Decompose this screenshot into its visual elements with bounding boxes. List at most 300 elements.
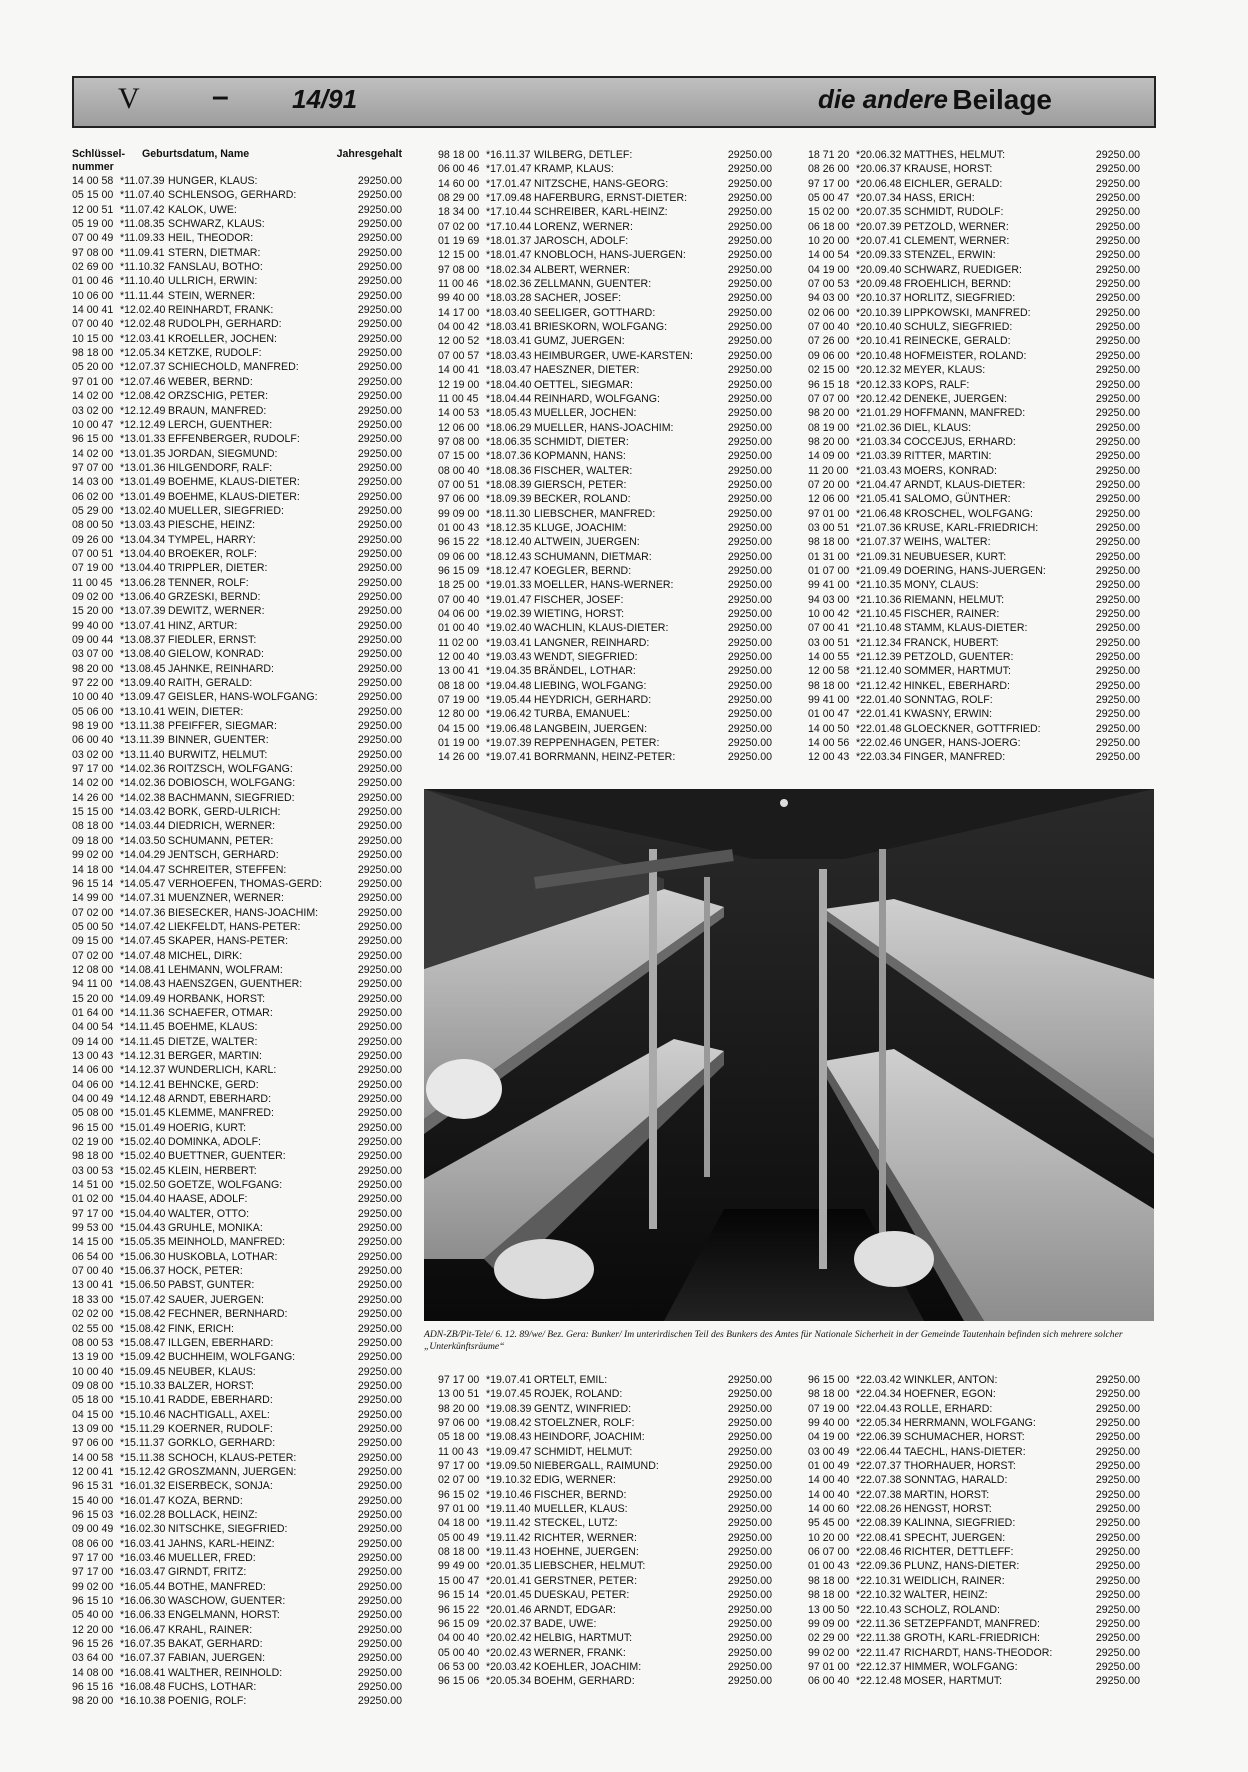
employee-name: HASS, ERICH: [904,192,975,205]
employee-name: DOMINKA, ADOLF: [168,1136,262,1149]
annual-salary: 29250.00 [727,1460,772,1473]
birth-date: *22.02.46 [856,737,902,750]
annual-salary: 29250.00 [727,392,772,405]
birth-date: *18.09.39 [486,493,532,506]
salary-entry [438,593,772,607]
employee-name: SCHMIDT, DIETER: [534,435,629,448]
salary-entry [72,346,402,360]
birth-date: *21.01.29 [856,407,902,420]
employee-name: ARNDT, KLAUS-DIETER: [904,478,1026,491]
salary-entry [808,406,1140,420]
salary-entry [808,378,1140,392]
employee-name: BACHMANN, SIEGFRIED: [168,791,295,804]
employee-name: TYMPEL, HARRY: [168,533,256,546]
annual-salary: 29250.00 [357,1107,402,1120]
employee-name: BAKAT, GERHARD: [168,1638,263,1651]
key-number: 03 02 00 [72,748,114,761]
key-number: 07 02 00 [438,220,480,233]
annual-salary: 29250.00 [1095,392,1140,405]
salary-entry [438,1588,772,1602]
employee-name: BORK, GERD-ULRICH: [168,806,281,819]
key-number: 05 20 00 [72,361,114,374]
annual-salary: 29250.00 [357,562,402,575]
employee-name: WILBERG, DETLEF: [534,149,633,161]
employee-name: KALOK, UWE: [168,203,237,216]
employee-name: SCHWARZ, KLAUS: [168,218,265,231]
employee-name: TURBA, EMANUEL: [534,708,630,721]
birth-date: *21.12.40 [856,665,902,678]
birth-date: *22.06.39 [856,1431,902,1444]
salary-entry [72,1106,402,1120]
salary-entry [72,1494,402,1508]
salary-entry [72,1049,402,1063]
birth-date: *19.01.33 [486,579,532,592]
salary-entry [808,248,1140,262]
employee-name: WERNER, FRANK: [534,1646,626,1659]
annual-salary: 29250.00 [357,1293,402,1306]
salary-entry [438,693,772,707]
employee-name: FISCHER, JOSEF: [534,593,624,606]
key-number: 02 29 00 [808,1632,850,1645]
employee-name: GEISLER, HANS-WOLFGANG: [168,691,318,704]
birth-date: *16.11.37 [486,149,531,161]
key-number: 01 00 46 [72,275,114,288]
employee-name: ARNDT, EBERHARD: [168,1093,272,1105]
annual-salary: 29250.00 [357,1508,402,1521]
key-number: 14 99 00 [72,892,114,905]
salary-entry [438,1574,772,1588]
key-number: 12 00 52 [438,335,480,348]
annual-salary: 29250.00 [727,751,772,764]
birth-date: *14.08.41 [120,963,166,976]
birth-date: *19.11.40 [486,1503,531,1516]
key-number: 09 00 44 [72,634,114,646]
key-number: 11 20 00 [808,464,849,477]
salary-entry [808,679,1140,693]
birth-date: *18.12.40 [486,536,532,549]
salary-entry [808,306,1140,320]
key-number: 07 02 00 [72,906,114,919]
key-number: 04 00 40 [438,1632,480,1645]
key-number: 96 15 02 [438,1488,480,1501]
employee-name: GROSZMANN, JUERGEN: [168,1465,297,1478]
birth-date: *18.02.34 [486,263,532,276]
birth-date: *13.10.41 [120,705,166,718]
annual-salary: 29250.00 [727,1388,772,1401]
salary-entry [72,949,402,963]
salary-entry [72,217,402,231]
salary-entry [438,1473,772,1487]
key-number: 99 02 00 [72,1580,114,1593]
annual-salary: 29250.00 [357,1394,402,1407]
salary-entry [72,1379,402,1393]
employee-name: HUNGER, KLAUS: [168,175,258,187]
birth-date: *21.12.42 [856,679,902,692]
birth-date: *19.10.32 [486,1474,532,1487]
employee-name: SALOMO, GÜNTHER: [904,493,1011,506]
birth-date: *12.07.46 [120,375,166,388]
annual-salary: 29250.00 [727,521,772,534]
employee-name: FINGER, MANFRED: [904,751,1006,764]
annual-salary: 29250.00 [357,547,402,560]
key-number: 07 07 00 [808,392,850,405]
birth-date: *14.04.47 [120,863,166,876]
employee-name: WUNDERLICH, KARL: [168,1064,277,1077]
annual-salary: 29250.00 [357,1379,402,1392]
annual-salary: 29250.00 [357,1480,402,1493]
birth-date: *18.03.41 [486,321,532,334]
salary-entry [72,1307,402,1321]
key-number: 03 64 00 [72,1652,114,1665]
annual-salary: 29250.00 [727,249,772,262]
employee-name: WENDT, SIEGFRIED: [534,651,638,664]
salary-entry [438,607,772,621]
employee-name: GRUHLE, MONIKA: [168,1222,263,1235]
birth-date: *22.04.34 [856,1388,902,1401]
employee-name: BOEHM, GERHARD: [534,1675,635,1688]
salary-entry [808,1473,1140,1487]
annual-salary: 29250.00 [357,347,402,360]
birth-date: *11.09.33 [120,232,165,245]
salary-entry [72,1608,402,1622]
employee-name: SAUER, JUERGEN: [168,1293,264,1306]
employee-name: EFFENBERGER, RUDOLF: [168,433,300,446]
key-number: 98 20 00 [808,435,850,448]
annual-salary: 29250.00 [357,992,402,1005]
key-number: 12 08 00 [72,963,114,976]
annual-salary: 29250.00 [727,1488,772,1501]
annual-salary: 29250.00 [357,1623,402,1636]
key-number: 14 00 60 [808,1503,850,1516]
birth-date: *20.10.40 [856,321,902,334]
key-number: 07 00 41 [808,622,850,635]
employee-name: SCHAEFER, OTMAR: [168,1006,273,1019]
employee-name: MICHEL, DIRK: [168,949,243,962]
key-number: 05 15 00 [72,189,114,202]
key-number: 99 49 00 [438,1560,480,1573]
annual-salary: 29250.00 [357,920,402,933]
birth-date: *22.01.40 [856,694,902,707]
annual-salary: 29250.00 [727,364,772,377]
key-number: 06 53 00 [438,1660,480,1673]
key-number: 07 00 40 [808,321,850,334]
salary-entry [808,707,1140,721]
birth-date: *21.12.34 [856,636,902,649]
key-number: 05 18 00 [72,1394,114,1407]
employee-name: RUDOLPH, GERHARD: [168,318,282,331]
key-number: 12 19 00 [438,378,480,391]
key-number: 03 00 53 [72,1164,114,1177]
employee-name: KOERNER, RUDOLF: [168,1422,273,1435]
birth-date: *13.01.33 [120,433,166,446]
annual-salary: 29250.00 [357,1279,402,1292]
employee-name: MEYER, KLAUS: [904,364,986,377]
key-number: 99 02 00 [72,849,114,862]
employee-name: FIEDLER, ERNST: [168,634,257,646]
birth-date: *20.05.34 [486,1675,532,1688]
annual-salary: 29250.00 [1095,292,1140,305]
birth-date: *18.08.36 [486,464,532,477]
annual-salary: 29250.00 [357,1150,402,1163]
birth-date: *20.03.42 [486,1660,532,1673]
salary-entry [438,248,772,262]
annual-salary: 29250.00 [1095,278,1140,291]
employee-name: HOEFNER, EGON: [904,1388,996,1401]
key-number: 18 71 20 [808,149,850,161]
employee-name: BORRMANN, HEINZ-PETER: [534,751,676,764]
annual-salary: 29250.00 [357,261,402,274]
salary-entry [438,406,772,420]
salary-entry [72,1178,402,1192]
salary-entry [72,604,402,618]
key-number: 11 00 45 [72,576,113,589]
annual-salary: 29250.00 [357,203,402,216]
key-number: 96 15 22 [438,536,480,549]
salary-entry [72,418,402,432]
annual-salary: 29250.00 [727,407,772,420]
key-number: 97 08 00 [72,246,114,259]
salary-entry [72,1164,402,1178]
annual-salary: 29250.00 [727,306,772,319]
key-number: 12 06 00 [438,421,480,434]
salary-entry [72,934,402,948]
birth-date: *18.02.36 [486,278,532,291]
key-number: 15 20 00 [72,605,114,618]
birth-date: *13.06.40 [120,590,166,603]
annual-salary: 29250.00 [1095,478,1140,491]
salary-entry [808,1531,1140,1545]
employee-name: BUCHHEIM, WOLFGANG: [168,1351,296,1364]
employee-name: FABIAN, JUERGEN: [168,1652,266,1665]
salary-entry [72,317,402,331]
annual-salary: 29250.00 [727,263,772,276]
annual-salary: 29250.00 [727,421,772,434]
birth-date: *22.11.36 [856,1617,901,1630]
employee-name: BOLLACK, HEINZ: [168,1508,258,1521]
birth-date: *20.07.41 [856,235,902,248]
annual-salary: 29250.00 [1095,435,1140,448]
annual-salary: 29250.00 [357,877,402,890]
salary-entry [72,1651,402,1665]
employee-name: DOERING, HANS-JUERGEN: [904,564,1046,577]
employee-name: REINECKE, GERALD: [904,335,1011,348]
annual-salary: 29250.00 [357,863,402,876]
salary-entry [72,819,402,833]
birth-date: *14.11.45 [120,1021,165,1034]
annual-salary: 29250.00 [357,461,402,474]
birth-date: *15.02.40 [120,1150,166,1163]
employee-name: GROTH, KARL-FRIEDRICH: [904,1632,1040,1645]
salary-entry [72,1451,402,1465]
employee-name: NIEBERGALL, RAIMUND: [534,1460,659,1473]
birth-date: *19.04.35 [486,665,532,678]
birth-date: *15.10.33 [120,1379,166,1392]
salary-entry [438,334,772,348]
birth-date: *12.07.37 [120,361,166,374]
birth-date: *19.11.42 [486,1531,531,1544]
supplement-label: Beilage [952,84,1052,115]
birth-date: *13.08.37 [120,634,166,646]
salary-entry [72,1336,402,1350]
birth-date: *22.03.34 [856,751,902,764]
key-number: 04 06 00 [72,1078,114,1091]
annual-salary: 29250.00 [357,634,402,646]
employee-name: FECHNER, BERNHARD: [168,1308,288,1321]
birth-date: *22.10.43 [856,1603,902,1616]
salary-rows [808,148,1140,765]
salary-entry [438,1502,772,1516]
annual-salary: 29250.00 [727,708,772,721]
key-number: 98 18 00 [72,347,114,360]
employee-name: UNGER, HANS-JOERG: [904,737,1021,750]
employee-name: NEUBUESER, KURT: [904,550,1007,563]
employee-name: KWASNY, ERWIN: [904,708,993,721]
annual-salary: 29250.00 [1095,507,1140,520]
employee-name: HINZ, ARTUR: [168,619,238,632]
annual-salary: 29250.00 [357,1537,402,1550]
annual-salary: 29250.00 [357,834,402,847]
key-number: 14 02 00 [72,777,114,790]
birth-date: *22.07.37 [856,1460,902,1473]
annual-salary: 29250.00 [357,1351,402,1364]
salary-entry [72,533,402,547]
key-number: 98 18 00 [438,149,480,161]
annual-salary: 29250.00 [727,450,772,463]
employee-name: GIERSCH, PETER: [534,478,627,491]
employee-name: PFEIFFER, SIEGMAR: [168,720,277,733]
key-number: 11 00 46 [438,278,479,291]
annual-salary: 29250.00 [727,1374,772,1386]
employee-name: KRAMP, KLAUS: [534,163,614,176]
key-number: 08 26 00 [808,163,850,176]
salary-entry [808,1603,1140,1617]
annual-salary: 29250.00 [357,1121,402,1134]
employee-name: DOBIOSCH, WOLFGANG: [168,777,296,790]
key-number: 10 20 00 [808,1531,850,1544]
birth-date: *22.10.31 [856,1574,902,1587]
annual-salary: 29250.00 [1095,450,1140,463]
birth-date: *19.09.50 [486,1460,532,1473]
salary-entry [72,1078,402,1092]
birth-date: *22.08.46 [856,1546,902,1559]
key-number: 98 20 00 [808,407,850,420]
salary-entry [72,576,402,590]
birth-date: *20.06.37 [856,163,902,176]
salary-entry [438,1402,772,1416]
birth-date: *17.01.47 [486,163,532,176]
key-number: 09 26 00 [72,533,114,546]
annual-salary: 29250.00 [357,390,402,403]
birth-date: *19.08.39 [486,1402,532,1415]
employee-name: PABST, GUNTER: [168,1279,255,1292]
annual-salary: 29250.00 [357,289,402,302]
salary-entry [808,693,1140,707]
annual-salary: 29250.00 [357,1523,402,1536]
birth-date: *15.08.42 [120,1308,166,1321]
key-number: 08 00 50 [72,519,114,532]
employee-name: WALTER, HEINZ: [904,1589,988,1602]
employee-name: MATTHES, HELMUT: [904,149,1006,161]
birth-date: *13.04.40 [120,562,166,575]
annual-salary: 29250.00 [357,619,402,632]
birth-date: *22.08.39 [856,1517,902,1530]
employee-name: JAHNS, KARL-HEINZ: [168,1537,275,1550]
birth-date: *14.05.47 [120,877,166,890]
birth-date: *13.06.28 [120,576,166,589]
salary-entry [808,1574,1140,1588]
birth-date: *22.08.41 [856,1531,902,1544]
birth-date: *22.11.38 [856,1632,901,1645]
birth-date: *16.02.28 [120,1508,166,1521]
annual-salary: 29250.00 [357,246,402,259]
employee-name: BEHNCKE, GERD: [168,1078,259,1091]
salary-entry [72,303,402,317]
salary-entry [808,736,1140,750]
birth-date: *20.01.46 [486,1603,532,1616]
birth-date: *22.01.41 [856,708,902,721]
annual-salary: 29250.00 [727,220,772,233]
salary-entry [72,1637,402,1651]
key-number: 99 40 00 [438,292,480,305]
employee-name: PLUNZ, HANS-DIETER: [904,1560,1020,1573]
employee-name: ZELLMANN, GUENTER: [534,278,652,291]
key-number: 97 01 00 [72,375,114,388]
birth-date: *16.08.48 [120,1681,166,1694]
annual-salary: 29250.00 [357,763,402,776]
annual-salary: 29250.00 [727,1646,772,1659]
birth-date: *20.12.42 [856,392,902,405]
salary-entry [72,1092,402,1106]
birth-date: *22.10.32 [856,1589,902,1602]
annual-salary: 29250.00 [1095,321,1140,334]
employee-name: SONNTAG, ROLF: [904,694,993,707]
annual-salary: 29250.00 [357,1222,402,1235]
birth-date: *20.07.35 [856,206,902,219]
annual-salary: 29250.00 [1095,521,1140,534]
annual-salary: 29250.00 [357,1078,402,1091]
employee-name: HAFERBURG, ERNST-DIETER: [534,192,688,205]
annual-salary: 29250.00 [357,1437,402,1450]
salary-entry [72,188,402,202]
salary-entry [72,690,402,704]
annual-salary: 29250.00 [727,550,772,563]
birth-date: *14.02.36 [120,763,166,776]
employee-name: GENTZ, WINFRIED: [534,1402,632,1415]
annual-salary: 29250.00 [1095,1417,1140,1430]
employee-name: WINKLER, ANTON: [904,1374,998,1386]
employee-name: BOEHME, KLAUS: [168,1021,258,1034]
employee-name: HOFFMANN, MANFRED: [904,407,1026,420]
salary-entry [438,1445,772,1459]
salary-entry [808,291,1140,305]
key-number: 05 06 00 [72,705,114,718]
key-number: 04 00 49 [72,1093,114,1105]
salary-entry [808,363,1140,377]
key-number: 15 15 00 [72,806,114,819]
birth-date: *16.06.30 [120,1595,166,1608]
employee-name: REINHARDT, FRANK: [168,304,274,317]
annual-salary: 29250.00 [727,1574,772,1587]
annual-salary: 29250.00 [357,1308,402,1321]
birth-date: *20.09.33 [856,249,902,262]
key-number: 99 02 00 [808,1646,850,1659]
key-number: 13 00 43 [72,1049,114,1062]
key-number: 08 06 00 [72,1537,114,1550]
key-number: 96 15 00 [72,433,114,446]
employee-name: HORLITZ, SIEGFRIED: [904,292,1016,305]
birth-date: *20.10.48 [856,349,902,362]
salary-list-column-4 [438,1373,772,1689]
